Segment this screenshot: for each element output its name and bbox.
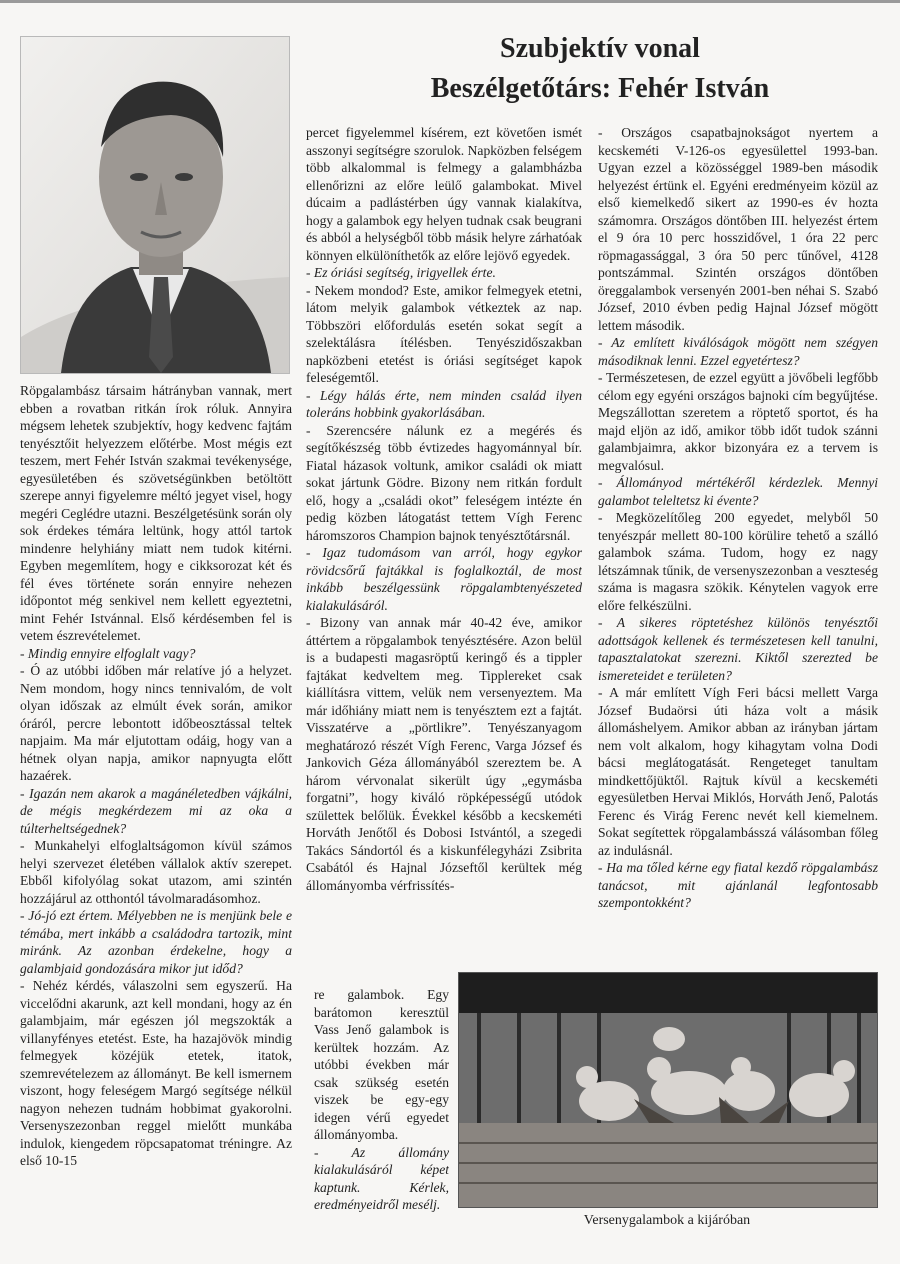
- answer: - Munkahelyi elfoglaltságomon kívül számos helyi szervezet életében vállalok aktív szerepet. Ebből kifolyólag sokat utazom, ami szintén hozzájárul az otthontól távolmaradásomhoz.: [20, 838, 292, 906]
- question: - Igazán nem akarok a magánéletedben vájkálni, de mégis megkérdezem mi az oka a túlterheltségednek?: [20, 785, 292, 836]
- answer: - Nekem mondod? Este, amikor felmegyek etetni, látom melyik galambok vétkeztek az nap. Többszöri előfordulás esetén sokat segít a szelektálásra ítélésben. Tenyészidőszakban napközbeni etetést is óriási segítséget kapok feleségemtől.: [306, 282, 582, 385]
- question: - Jó-jó ezt értem. Mélyebben ne is menjünk bele e témába, mert inkább a családodra tartozik, mint miránk. Az azonban érdekelne, hogy a galambjaid gondozására mikor jut időd?: [20, 908, 292, 976]
- question: - Az említett kiválóságok mögött nem szégyen másodiknak lenni. Ezzel egyetértesz?: [598, 335, 878, 368]
- column-1: [20, 382, 292, 1250]
- question: - Állományod mértékéről kérdezlek. Mennyi galambot teleltetsz ki évente?: [598, 475, 878, 508]
- photo-caption: Versenygalambok a kijáróban: [583, 1213, 751, 1228]
- answer: - Bizony van annak már 40-42 éve, amikor áttértem a röpgalambok tenyésztésére. Azon belül is a budapesti magasröptű keringő és a tippler fajtákat kedveltem meg. Tipplereket csak kiállításra vittem, velük nem versenyeztem. Ma már időhiány miatt nem is tenyésztem ezt a fajtát. Visszatérve a „pörtlikre”. Tenyészanyagom meghatározó részét Vígh Ferenc, Varga József és Jankovich Géza állományából szereztem be. A három vérvonalat sikerült úgy „egymásba forgatni”, hogy kiváló röpképességű utódok születtek belőlük. Évekkel később a kecskeméti Horváth Jenőtől és Dobosi Istvántól, a szegedi Takács Sándortól és a kiskunfélegyházi Zsibrita Csabától és Hajnal Józseftől kerültek még állományomba vérfrissítés-: [306, 615, 582, 893]
- question: - A sikeres röptetéshez különös tenyésztői adottságok kellenek és természetesen kell tanulni, tapasztalatokat szerezni. Kiktől szerezted be ismereteidet e területen?: [598, 615, 878, 683]
- question: - Ez óriási segítség, irigyellek érte.: [306, 265, 496, 280]
- question: - Igaz tudomásom van arról, hogy egykor rövidcsőrű fajtákkal is foglalkoztál, de most inkább beszélgessünk röpgalambtenyészeted kialakulásáról.: [306, 545, 582, 613]
- column-3: [598, 124, 878, 972]
- answer: - Természetesen, de ezzel együtt a jövőbeli legfőbb célom egy egyéni országos bajnoki cím begyűjtése. Megszállottan szeretem a röptető sportot, és ha majd eljön az idő, amikor több időt tudok szánni galambjaimra, akkor bizonyára ez a tervem is megvalósul.: [598, 370, 878, 473]
- question: - Mindig ennyire elfoglalt vagy?: [20, 645, 196, 661]
- answer: - Szerencsére nálunk ez a megérés és segítőkészség több évtizedes hagyománnyal bír. Fiatal házasok voltunk, amikor családi ok miatt sokat jártunk Gödre. Bizony nem ritkán fordult elő, hogy a „családi okot” feleségem intézte én pedig közben látogatást tettem Vígh Ferenc háromszoros Champion bajnok tenyésztőtársnál.: [306, 422, 582, 543]
- pigeon-photo-icon: [458, 972, 878, 1208]
- article-subtitle: Beszélgetőtárs: Fehér István: [430, 73, 770, 104]
- answer: percet figyelemmel kísérem, ezt követően ismét asszonyi segítségre szorulok. Napközben felségem több alkalommal is felmegy a galambházba ellenőrizni az előre leülő galambokat. Mivel dúcaim a padlástérben úgy vannak kialakítva, hogy a galambok egy helyen tudnak csak beugrani és abból a helységből több másik helyre zárhatóak könnyen elkülöníthetők az előre lejövő egyedek.: [306, 125, 582, 263]
- top-rule: [0, 0, 900, 3]
- intro-paragraph: Röpgalambász társaim hátrányban vannak, mert ebben a rovatban ritkán írok róluk. Annyira mégsem lehetek szubjektív, hogy kedvenc fajtám tenyésztőit helyezzem előtérbe. Most mégis ezt teszem, mert Fehér István szakmai tevékenysége, egyesületében és szövetségünkben betöltött szerepe annyi figyelemre méltó jegyet visel, hogy megéri Ceglédre utazni. Beszélgetésünk során oly sok érdekes témára leltünk, hogy attól tartok mindenre helyhiány miatt nem tudok kitérni. Egyben megemlítem, hogy e cikksorozat két és fél éves története során ennyire nehezen időpontot még senkivel nem kellett egyeztetni, mint Fehér Istvánnal. Első kérdésemben fel is vetem észrevételemet.: [20, 383, 292, 643]
- answer: - Országos csapatbajnokságot nyertem a kecskeméti V-126-os egyesülettel 1993-ban. Ugyan ezzel a közösséggel 1989-ben második helyezést értünk el. Egyéni eredményeim közül az első kiemelkedő sikert az 1990-es év hozta számomra. Országos döntőben III. helyezést értem el 9 óra 10 perc hosszidővel, 1 óra 22 perc röpmagassággal, 3 óra 50 perc tűnővel, 4128 pontszámmal. Szintén országos döntőben öreggalambok versenyén 2001-ben néhai S. Szabó József, 2010 évben pedig Hajnal József mögött lettem második.: [598, 125, 878, 333]
- portrait-svg: [21, 37, 289, 373]
- question: - Ha ma tőled kérne egy fiatal kezdő röpgalambász tanácsot, mit ajánlanál legfontosabb szempontokként?: [598, 860, 878, 910]
- answer: re galambok. Egy barátomon keresztül Vass Jenő galambok is kerültek hozzám. Az utóbbi években már csak szükség esetén viszek be egy-egy idegen vérű egyedet állományomba.: [314, 987, 449, 1142]
- question: - Légy hálás érte, nem minden család ilyen toleráns hobbink gyakorlásában.: [306, 387, 582, 420]
- portrait-photo-icon: [20, 36, 290, 374]
- answer: - Ó az utóbbi időben már relatíve jó a helyzet. Nem mondom, hogy nincs tennivalóm, de volt olyan időszak az elmúlt évek során, amikor óráról, percre lebontott időbeosztással teltek napjaim. Ma már eljutottam odáig, hogy van a hétnek olyan napja, amikor napnyugta előtt hazaérek.: [20, 663, 292, 783]
- answer: - Megközelítőleg 200 egyedet, melyből 50 tenyészpár mellett 80-100 körülire tehető a szálló galambok száma. Tudom, hogy ez nagy létszámnak tűnik, de versenyszezonban a veszteség száma is magasra szökik. Kénytelen vagyok erre előre felkészülni.: [598, 510, 878, 613]
- pigeon-photo-svg: [459, 973, 877, 1207]
- answer: - Nehéz kérdés, válaszolni sem egyszerű. Ha viccelődni akarunk, azt kell mondani, hogy az én galambjaim, már egészen jól megszokták a villanyfényes etetést. Este, ha hazajövök mindig felmegyek közéjük etetek, itatok, szemrevételezem az állományt. Be kell ismernem viszont, hogy feleségem Margó segítsége nélkül nagyon nehezen tudnám hobbimat gyakorolni. Versenyszezonban reggel mielőtt munkába indulok, kiengedem röpcsapatomat tréningre. Az első 10-15: [20, 978, 292, 1168]
- column-2-continued: [314, 986, 449, 1226]
- answer: - A már említett Vígh Feri bácsi mellett Varga József Budaörsi úti háza volt a másik állomáshelyem. Amikor abban az irányban jártam nem volt alkalom, hogy kihagytam volna Dodi bácsi meglátogatását. Rengeteget tanultam mindkettőjüktől. Rajtuk kívül a kecskeméti egyesületben Hervai Miklós, Horváth Jenő, Palotás Ferenc és Virág Ferenc nevét kell kiemelnem. Sokat segítettek röpgalambásszá válásomban főleg az indulásnál.: [598, 685, 878, 858]
- article-title: Szubjektív vonal: [500, 33, 700, 64]
- column-2: [306, 124, 582, 984]
- question: - Az állomány kialakulásáról képet kaptunk. Kérlek, eredményeidről mesélj.: [314, 1144, 449, 1212]
